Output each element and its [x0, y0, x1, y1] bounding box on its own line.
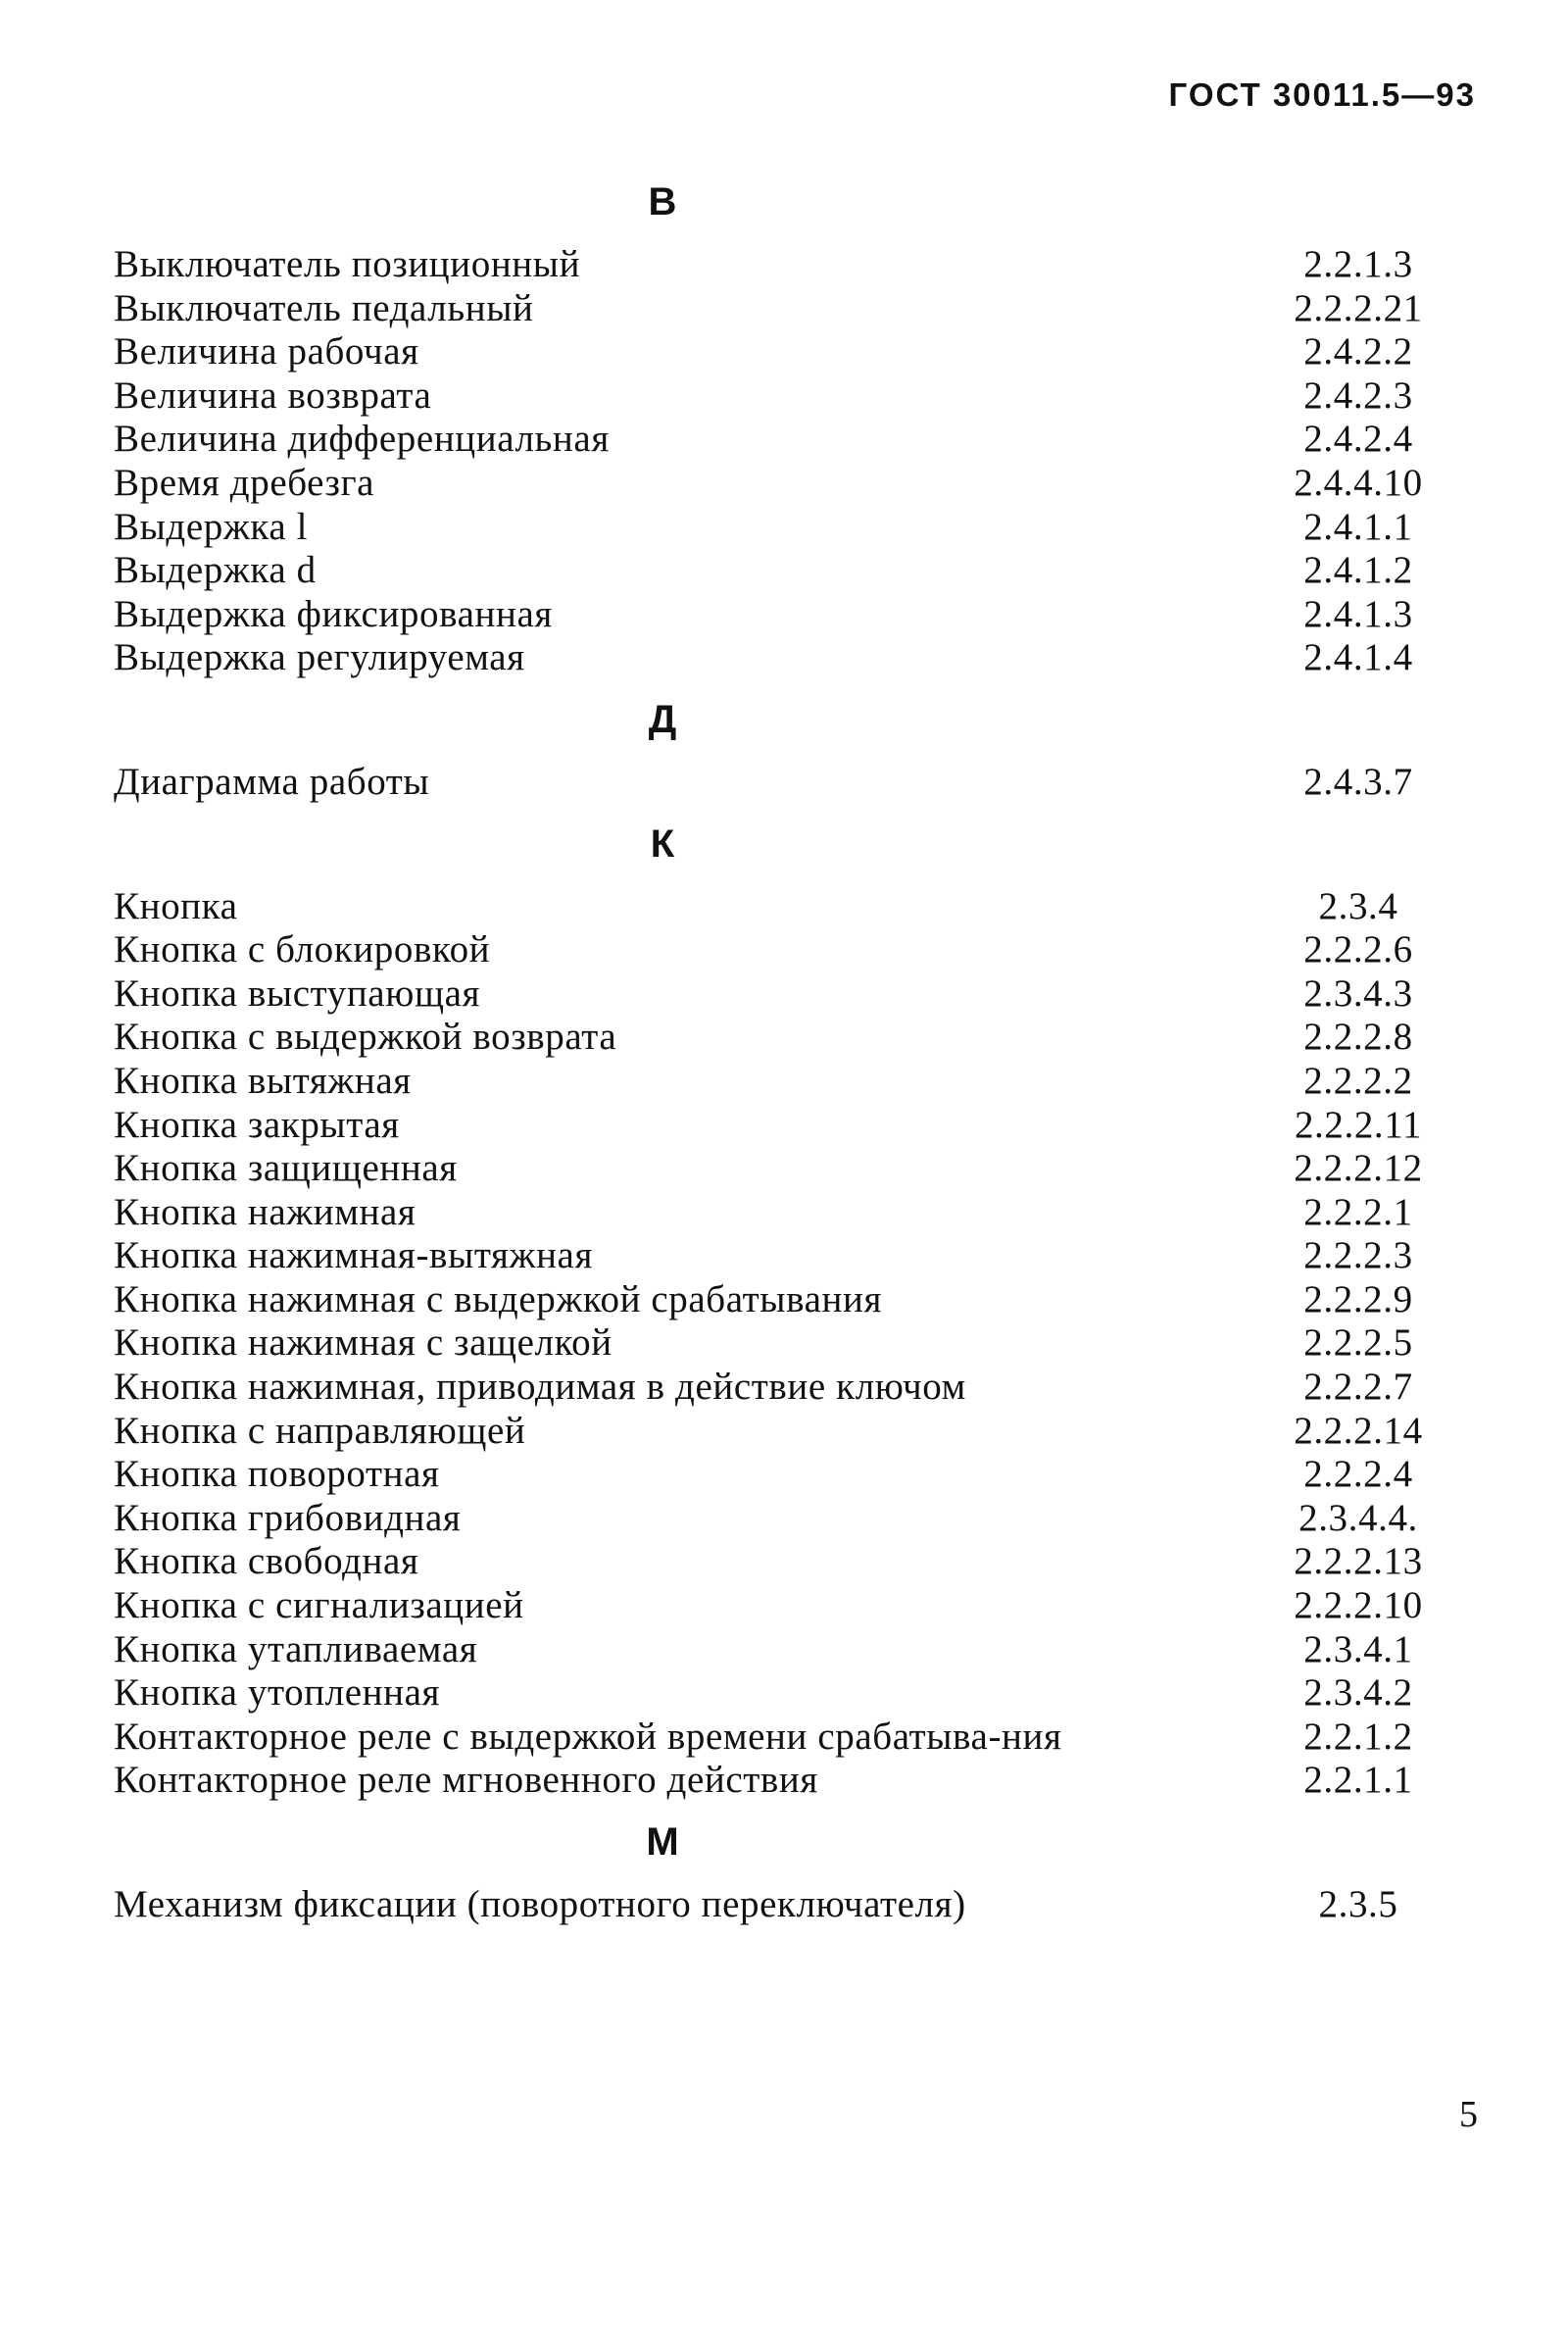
clause-reference: 2.3.4.1: [1303, 1627, 1413, 1670]
term: Кнопка утапливаемая: [114, 1627, 478, 1670]
term: Кнопка закрытая: [114, 1103, 400, 1146]
index-entry: [114, 1883, 1456, 1927]
term: Кнопка с сигнализацией: [114, 1584, 524, 1627]
index-entry: [114, 1540, 1456, 1584]
index-entry: [114, 1584, 1456, 1628]
index-entry: [114, 462, 1456, 506]
index-entry: [114, 1104, 1456, 1148]
index-entry: [114, 1759, 1456, 1803]
clause-reference: 2.2.2.11: [1294, 1103, 1423, 1146]
index-section: [114, 815, 1456, 1803]
term: Кнопка с направляющей: [114, 1409, 526, 1452]
index-entry: [114, 243, 1456, 287]
term: Выключатель педальный: [114, 286, 534, 329]
clause-reference: 2.2.1.2: [1303, 1715, 1413, 1758]
index-entry: [114, 636, 1456, 680]
index-entry: [114, 549, 1456, 593]
term: Кнопка утопленная: [114, 1671, 441, 1715]
term: Величина рабочая: [114, 330, 419, 373]
index-entry: [114, 972, 1456, 1017]
index-entry: [114, 1716, 1456, 1760]
term: Диаграмма работы: [114, 760, 430, 803]
term: Механизм фиксации (поворотного переключателя): [114, 1883, 966, 1925]
term: Кнопка выступающая: [114, 971, 481, 1015]
term: Время дребезга: [114, 461, 375, 504]
term: Кнопка поворотная: [114, 1453, 440, 1496]
alphabetical-term-index: [114, 173, 1456, 1927]
term: Кнопка нажимная с выдержкой срабатывания: [114, 1277, 882, 1320]
index-section: [114, 690, 1456, 805]
term: Кнопка вытяжная: [114, 1059, 412, 1102]
section-letter: К: [650, 821, 675, 866]
index-section: [114, 173, 1456, 680]
section-letter: М: [646, 1820, 679, 1864]
index-entry: [114, 1453, 1456, 1497]
index-entry: [114, 761, 1456, 805]
clause-reference: 2.2.1.1: [1303, 1759, 1413, 1802]
index-entry: [114, 1671, 1456, 1716]
clause-reference: 2.2.2.7: [1303, 1366, 1413, 1409]
term: Величина возврата: [114, 373, 432, 417]
term: Выдержка фиксированная: [114, 592, 553, 635]
clause-reference: 2.3.4.2: [1303, 1671, 1413, 1715]
clause-reference: 2.2.2.21: [1294, 286, 1423, 329]
index-entry: [114, 1234, 1456, 1278]
clause-reference: 2.2.2.1: [1303, 1190, 1413, 1233]
clause-reference: 2.2.2.5: [1303, 1321, 1413, 1365]
clause-reference: 2.2.2.2: [1303, 1059, 1413, 1102]
clause-reference: 2.4.2.4: [1303, 418, 1413, 461]
clause-reference: 2.2.2.12: [1294, 1147, 1423, 1190]
clause-reference: 2.4.1.3: [1303, 592, 1413, 635]
index-entry: [114, 1278, 1456, 1322]
section-letter: В: [648, 180, 677, 224]
clause-reference: 2.2.2.4: [1303, 1453, 1413, 1496]
clause-reference: 2.4.2.3: [1303, 373, 1413, 417]
index-section: [114, 1813, 1456, 1927]
term: Кнопка с выдержкой возврата: [114, 1016, 617, 1059]
clause-reference: 2.3.4.3: [1303, 971, 1413, 1015]
index-entry: [114, 1147, 1456, 1191]
index-entry: [114, 330, 1456, 374]
term: Кнопка нажимная с защелкой: [114, 1321, 612, 1365]
term: Выдержка l: [114, 505, 309, 548]
term: Кнопка нажимная, приводимая в действие ключом: [114, 1366, 966, 1409]
clause-reference: 2.2.2.10: [1294, 1584, 1423, 1627]
index-entry: [114, 1410, 1456, 1454]
index-entry: [114, 1321, 1456, 1366]
clause-reference: 2.4.1.4: [1303, 636, 1413, 679]
clause-reference: 2.2.2.6: [1303, 928, 1413, 971]
clause-reference: 2.3.4.4.: [1298, 1496, 1418, 1539]
clause-reference: 2.3.5: [1318, 1883, 1398, 1925]
index-entry: [114, 287, 1456, 331]
clause-reference: 2.4.1.1: [1303, 505, 1413, 548]
index-entry: [114, 1191, 1456, 1235]
term: Величина дифференциальная: [114, 418, 610, 461]
section-letter: Д: [648, 697, 677, 741]
term: Кнопка: [114, 884, 238, 927]
term: Кнопка защищенная: [114, 1147, 458, 1190]
term: Выдержка d: [114, 549, 317, 592]
index-entry: [114, 885, 1456, 929]
clause-reference: 2.2.2.3: [1303, 1234, 1413, 1277]
clause-reference: 2.2.2.8: [1303, 1016, 1413, 1059]
clause-reference: 2.2.2.14: [1294, 1409, 1423, 1452]
clause-reference: 2.4.2.2: [1303, 330, 1413, 373]
clause-reference: 2.2.1.3: [1303, 243, 1413, 285]
term: Выдержка регулируемая: [114, 636, 525, 679]
index-entry: [114, 374, 1456, 419]
clause-reference: 2.4.1.2: [1303, 549, 1413, 592]
term: Кнопка свободная: [114, 1540, 419, 1583]
index-entry: [114, 1497, 1456, 1541]
clause-reference: 2.3.4: [1318, 884, 1398, 927]
clause-reference: 2.4.4.10: [1294, 461, 1423, 504]
page-number: 5: [1459, 2094, 1478, 2135]
clause-reference: 2.2.2.13: [1294, 1540, 1423, 1583]
term: Кнопка нажимная-вытяжная: [114, 1234, 594, 1277]
clause-reference: 2.4.3.7: [1303, 760, 1413, 803]
index-entry: [114, 1016, 1456, 1060]
clause-reference: 2.2.2.9: [1303, 1277, 1413, 1320]
index-entry: [114, 506, 1456, 550]
term: Кнопка грибовидная: [114, 1496, 462, 1539]
term: Кнопка с блокировкой: [114, 928, 491, 971]
document-designation: ГОСТ 30011.5—93: [1168, 76, 1476, 113]
index-entry: [114, 1366, 1456, 1410]
term: Контакторное реле с выдержкой времени срабатыва-ния: [114, 1715, 1062, 1758]
term: Кнопка нажимная: [114, 1190, 416, 1233]
index-entry: [114, 418, 1456, 462]
index-entry: [114, 593, 1456, 637]
term: Выключатель позиционный: [114, 243, 581, 285]
index-entry: [114, 1628, 1456, 1672]
term: Контакторное реле мгновенного действия: [114, 1759, 818, 1802]
index-entry: [114, 928, 1456, 972]
index-entry: [114, 1060, 1456, 1104]
